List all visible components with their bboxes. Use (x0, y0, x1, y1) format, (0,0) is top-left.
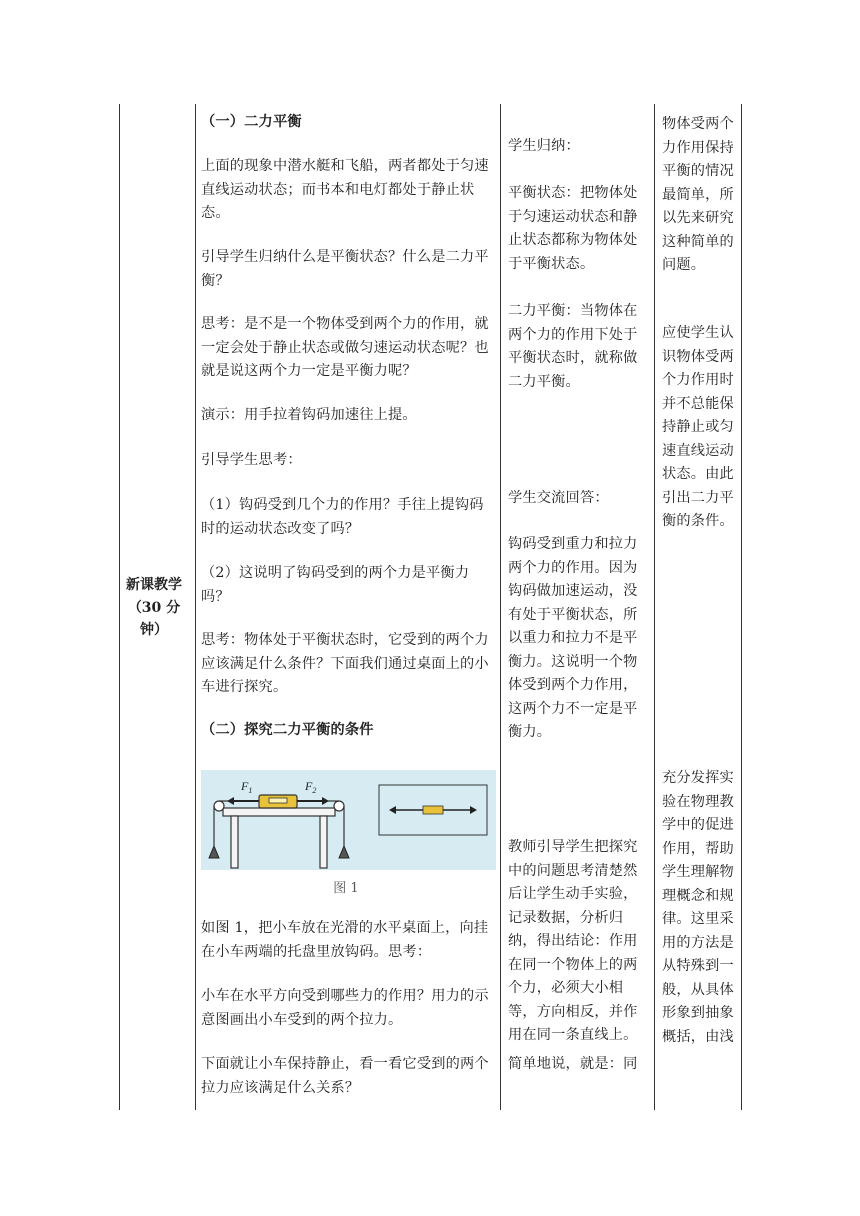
think-paragraph-1: 思考：是不是一个物体受到两个力的作用，就一定会处于静止状态或做匀速运动状态呢？也就是说这两个力一定是平衡力呢？ (201, 316, 489, 379)
stage-label-line: 钟） (140, 622, 168, 638)
table-divider-1 (195, 104, 196, 1110)
table-divider-3 (654, 104, 655, 1110)
pulley-left (214, 801, 224, 811)
table-divider-2 (500, 104, 501, 1110)
question-1-paragraph: （1）钩码受到几个力的作用？手往上提钩码时的运动状态改变了吗？ (201, 497, 484, 537)
force-diagram-cart (423, 806, 443, 814)
student-answer-title: 学生交流回答： (508, 490, 609, 506)
question-2-paragraph: （2）这说明了钩码受到的两个力是平衡力吗？ (201, 565, 470, 605)
force-label-f1-letter: F (241, 779, 249, 793)
student-summary-title: 学生归纳： (508, 138, 580, 154)
table-leg-right (320, 816, 327, 868)
table-border-right (741, 104, 742, 1110)
force-label-f2-letter: F (305, 779, 313, 793)
stage-label (122, 574, 186, 642)
forces-question-paragraph: 小车在水平方向受到哪些力的作用？用力的示意图画出小车受到的两个拉力。 (201, 988, 489, 1028)
intent-note-1: 物体受两个力作用保持平衡的情况最简单，所以先来研究这种简单的问题。 (662, 116, 734, 273)
phenomenon-paragraph: 上面的现象中潜水艇和飞船，两者都处于匀速直线运动状态；而书本和电灯都处于静止状态。 (201, 158, 489, 221)
table-border-left (119, 104, 120, 1110)
figure-cart-experiment (201, 770, 496, 870)
force-label-f2-subscript: 2 (312, 786, 317, 795)
stage-label-line: （30 分 (127, 599, 181, 616)
brief-summary: 简单地说，就是：同 (508, 1056, 638, 1072)
think-paragraph-2: 思考：物体处于平衡状态时，它受到的两个力应该满足什么条件？下面我们通过桌面上的小车进行探究。 (201, 632, 489, 695)
student-answer: 钩码受到重力和拉力两个力的作用。因为钩码做加速运动，没有处于平衡状态，所以重力和拉力不是平衡力。这说明一个物体受到两个力作用，这两个力不一定是平衡力。 (508, 536, 638, 740)
guide-question-paragraph: 引导学生归纳什么是平衡状态？什么是二力平衡？ (201, 249, 489, 289)
force-label-f1-subscript: 1 (248, 786, 253, 795)
section-heading-two-force-balance: （一）二力平衡 (201, 114, 302, 130)
teacher-guide-conclusion: 教师引导学生把探究中的问题思考清楚然后让学生动手实验，记录数据，分析归纳，得出结论：作用在同一个物体上的两个力，必须大小相等，方向相反，并作用在同一条直线上。 (508, 839, 638, 1043)
section-heading-explore: （二）探究二力平衡的条件 (201, 722, 374, 738)
figure-caption: 图 1 (333, 881, 359, 896)
figure-description-paragraph: 如图 1，把小车放在光滑的水平桌面上，向挂在小车两端的托盘里放钩码。思考： (201, 920, 489, 960)
table-top (223, 808, 335, 816)
static-question-paragraph: 下面就让小车保持静止，看一看它受到的两个拉力应该满足什么关系？ (201, 1056, 489, 1096)
table-leg-left (231, 816, 238, 868)
pulley-right (334, 801, 344, 811)
two-force-balance-definition: 二力平衡：当物体在两个力的作用下处于平衡状态时，就称做二力平衡。 (508, 303, 638, 390)
guide-think-paragraph: 引导学生思考： (201, 452, 302, 468)
intent-note-3: 充分发挥实验在物理教学中的促进作用，帮助学生理解物理概念和规律。这里采用的方法是从特殊到一般，从具体形象到抽象概括，由浅 (662, 770, 734, 1045)
balance-state-definition: 平衡状态：把物体处于匀速运动状态和静止状态都称为物体处于平衡状态。 (508, 185, 638, 272)
stage-label-line: 新课教学 (126, 577, 182, 593)
intent-note-2: 应使学生认识物体受两个力作用时并不总能保持静止或匀速直线运动状态。由此引出二力平衡的条件。 (662, 325, 734, 529)
demo-paragraph: 演示：用手拉着钩码加速往上提。 (201, 407, 417, 423)
teacher-column (201, 111, 493, 135)
cart-top (269, 798, 287, 803)
